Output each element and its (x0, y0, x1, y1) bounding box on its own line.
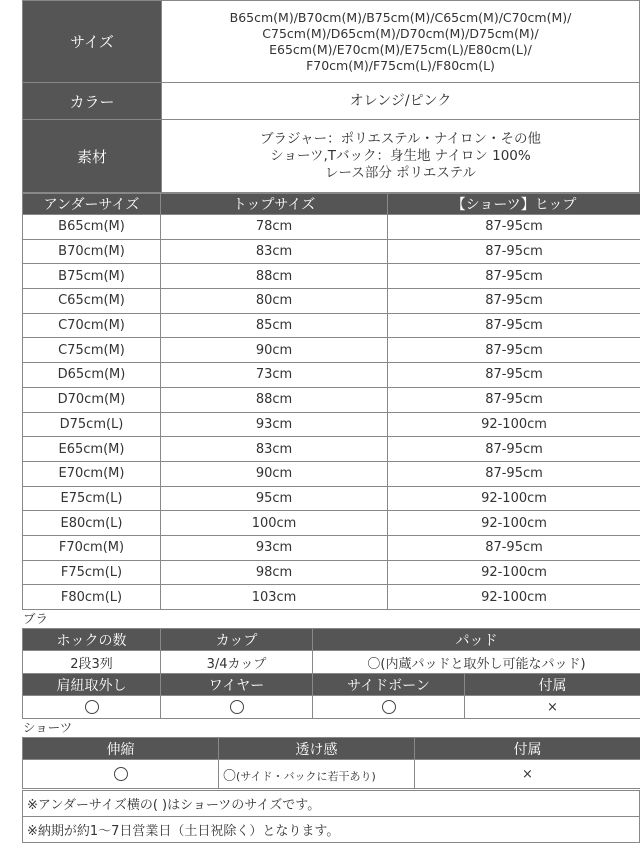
notes-table (22, 790, 640, 843)
under-size-cell: F75cm(L) (23, 560, 161, 585)
size-values (162, 1, 640, 83)
pad-value: 〇(内蔵パッドと取外し可能なパッド) (313, 651, 640, 674)
under-size-cell: E65cm(M) (23, 437, 161, 462)
under-size-cell: B65cm(M) (23, 215, 161, 240)
note-delivery: ※納期が約1〜7日営業日（土日祝除く）となります。 (23, 817, 640, 843)
spec-table (22, 0, 640, 193)
accessory-header: 付属 (465, 674, 640, 696)
stretch-header: 伸縮 (23, 738, 219, 760)
side-bone-header: サイドボーン (313, 674, 465, 696)
under-size-cell: E70cm(M) (23, 461, 161, 486)
size-table-row (23, 437, 640, 462)
bra-table (22, 628, 640, 719)
under-size-cell: E80cm(L) (23, 511, 161, 536)
hip-cell: 92-100cm (388, 560, 640, 585)
hook-count-header: ホックの数 (23, 629, 161, 651)
size-table-row (23, 239, 640, 264)
shorts-accessory-value: × (415, 760, 640, 789)
sheer-mark: 〇 (223, 768, 237, 784)
shorts-value-row (23, 760, 640, 789)
wire-header: ワイヤー (161, 674, 313, 696)
hip-cell: 87-95cm (388, 338, 640, 363)
circle-icon (382, 700, 396, 714)
color-value: オレンジ/ピンク (162, 83, 640, 120)
circle-icon (85, 700, 99, 714)
note-shorts-size: ※アンダーサイズ横の( )はショーツのサイズです。 (23, 791, 640, 817)
shorts-header-row (23, 738, 640, 760)
color-label: カラー (23, 83, 162, 120)
under-size-cell: C75cm(M) (23, 338, 161, 363)
circle-icon (230, 700, 244, 714)
size-table-row (23, 215, 640, 240)
top-size-cell: 103cm (161, 585, 388, 610)
cup-header: カップ (161, 629, 313, 651)
sheer-value (219, 760, 415, 789)
under-size-cell: F70cm(M) (23, 535, 161, 560)
note-row (23, 817, 640, 843)
hip-cell: 92-100cm (388, 486, 640, 511)
material-values (162, 120, 640, 193)
top-size-cell: 90cm (161, 461, 388, 486)
bra-caption: ブラ (23, 611, 49, 626)
hip-cell: 87-95cm (388, 535, 640, 560)
hip-cell: 87-95cm (388, 313, 640, 338)
under-size-cell: B75cm(M) (23, 264, 161, 289)
hook-count-value: 2段3列 (23, 651, 161, 674)
size-table (22, 193, 640, 610)
hip-cell: 92-100cm (388, 585, 640, 610)
size-table-row (23, 338, 640, 363)
top-size-cell: 95cm (161, 486, 388, 511)
under-size-cell: D75cm(L) (23, 412, 161, 437)
top-size-cell: 83cm (161, 437, 388, 462)
col-top-size: トップサイズ (161, 194, 388, 215)
size-label: サイズ (23, 1, 162, 83)
top-size-cell: 78cm (161, 215, 388, 240)
size-table-row (23, 289, 640, 314)
under-size-cell: D70cm(M) (23, 387, 161, 412)
material-line: ショーツ,Tバック：身生地 ナイロン 100% (270, 147, 531, 164)
shorts-accessory-header: 付属 (415, 738, 640, 760)
spec-row-size (23, 1, 640, 83)
shorts-table (22, 737, 640, 789)
under-size-cell: E75cm(L) (23, 486, 161, 511)
hip-cell: 87-95cm (388, 264, 640, 289)
size-table-row (23, 412, 640, 437)
under-size-cell: B70cm(M) (23, 239, 161, 264)
stretch-value (23, 760, 219, 789)
hip-cell: 87-95cm (388, 437, 640, 462)
spec-row-color (23, 83, 640, 120)
top-size-cell: 93cm (161, 535, 388, 560)
hip-cell: 87-95cm (388, 461, 640, 486)
hip-cell: 92-100cm (388, 412, 640, 437)
size-table-row (23, 387, 640, 412)
hip-cell: 87-95cm (388, 289, 640, 314)
top-size-cell: 98cm (161, 560, 388, 585)
pad-header: パッド (313, 629, 640, 651)
size-table-body (23, 215, 640, 610)
accessory-value: × (465, 696, 640, 719)
note-row (23, 791, 640, 817)
size-table-row (23, 461, 640, 486)
size-line: F70cm(M)/F75cm(L)/F80cm(L) (306, 57, 495, 73)
shorts-caption: ショーツ (23, 720, 73, 735)
size-table-row (23, 535, 640, 560)
top-size-cell: 100cm (161, 511, 388, 536)
size-table-row (23, 486, 640, 511)
top-size-cell: 73cm (161, 363, 388, 388)
size-table-row (23, 560, 640, 585)
top-size-cell: 93cm (161, 412, 388, 437)
bra-value-row-1 (23, 651, 640, 674)
product-spec-sheet (22, 0, 640, 843)
size-table-row (23, 511, 640, 536)
material-label: 素材 (23, 120, 162, 193)
hip-cell: 87-95cm (388, 215, 640, 240)
top-size-cell: 88cm (161, 387, 388, 412)
top-size-cell: 83cm (161, 239, 388, 264)
side-bone-value (313, 696, 465, 719)
top-size-cell: 88cm (161, 264, 388, 289)
strap-removable-value (23, 696, 161, 719)
size-table-row (23, 313, 640, 338)
wire-value (161, 696, 313, 719)
size-table-header (23, 194, 640, 215)
cup-value: 3/4カップ (161, 651, 313, 674)
bra-header-row-1 (23, 629, 640, 651)
under-size-cell: F80cm(L) (23, 585, 161, 610)
circle-icon (114, 767, 128, 781)
under-size-cell: D65cm(M) (23, 363, 161, 388)
strap-removable-header: 肩紐取外し (23, 674, 161, 696)
hip-cell: 87-95cm (388, 239, 640, 264)
size-table-row (23, 264, 640, 289)
size-line: B65cm(M)/B70cm(M)/B75cm(M)/C65cm(M)/C70cm(M)/ (229, 9, 572, 25)
bra-value-row-2 (23, 696, 640, 719)
hip-cell: 87-95cm (388, 387, 640, 412)
bra-header-row-2 (23, 674, 640, 696)
col-shorts-hip: 【ショーツ】ヒップ (388, 194, 640, 215)
under-size-cell: C65cm(M) (23, 289, 161, 314)
under-size-cell: C70cm(M) (23, 313, 161, 338)
size-line: E65cm(M)/E70cm(M)/E75cm(L)/E80cm(L)/ (269, 41, 532, 57)
material-line: ブラジャー：ポリエステル・ナイロン・その他 (259, 130, 542, 147)
sheer-header: 透け感 (219, 738, 415, 760)
material-line: レース部分 ポリエステル (325, 164, 476, 181)
col-under-size: アンダーサイズ (23, 194, 161, 215)
top-size-cell: 90cm (161, 338, 388, 363)
sheer-note: (サイド・バックに若干あり) (236, 769, 376, 783)
hip-cell: 92-100cm (388, 511, 640, 536)
size-line: C75cm(M)/D65cm(M)/D70cm(M)/D75cm(M)/ (262, 25, 539, 41)
hip-cell: 87-95cm (388, 363, 640, 388)
top-size-cell: 80cm (161, 289, 388, 314)
size-table-row (23, 585, 640, 610)
spec-row-material (23, 120, 640, 193)
top-size-cell: 85cm (161, 313, 388, 338)
size-table-row (23, 363, 640, 388)
